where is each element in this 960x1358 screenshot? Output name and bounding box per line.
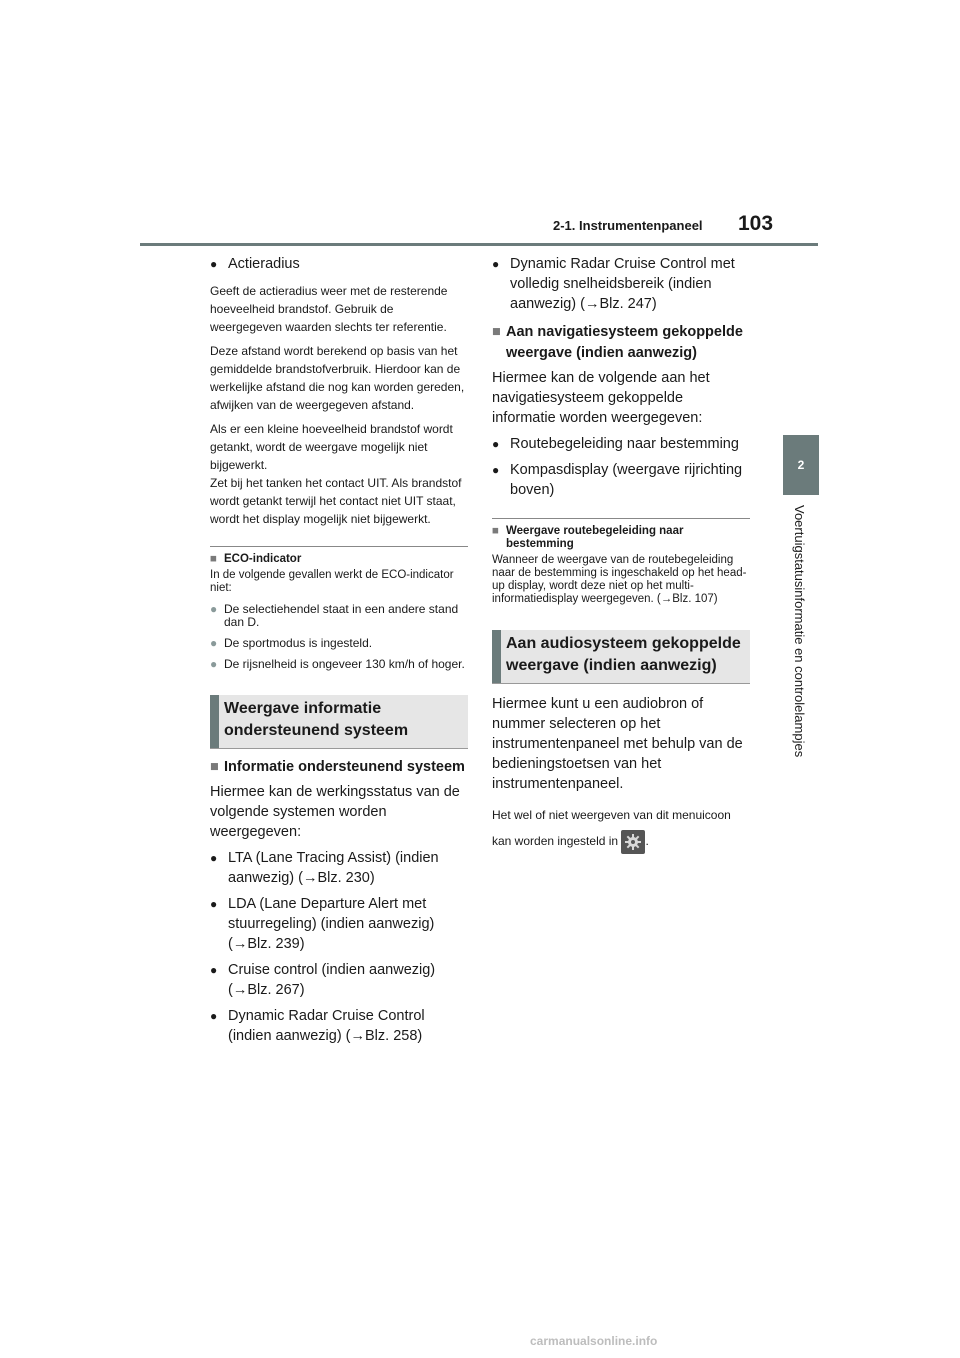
bullet-icon: ● xyxy=(210,257,218,271)
square-bullet-icon: ■ xyxy=(210,553,217,565)
right-column xyxy=(492,254,750,854)
nav-intro: Hiermee kan de volgende aan het navigatiesysteem gekoppelde informatie worden weergegeven: xyxy=(492,370,710,426)
chapter-tab: 2 xyxy=(783,435,819,495)
heading-bar xyxy=(492,630,501,683)
page-number: 103 xyxy=(738,212,774,235)
bullet-icon: ● xyxy=(210,851,218,865)
info-intro: Hiermee kan de werkingsstatus van de volgende systemen worden weergegeven: xyxy=(210,784,460,840)
actieradius-text-3: Als er een kleine hoeveelheid brandstof wordt getankt, wordt de weergave mogelijk niet bijgewerkt. xyxy=(210,422,453,472)
section-heading-box xyxy=(492,630,750,684)
section-heading-box xyxy=(210,695,468,749)
heading-bar xyxy=(210,695,219,748)
route-heading: ■ Weergave routebegeleiding naar bestemming xyxy=(492,525,684,550)
settings-gear-icon xyxy=(621,830,645,854)
circle-bullet-icon: ● xyxy=(210,657,218,671)
nav-heading: ■ Aan navigatiesysteem gekoppelde weergave (indien aanwezig) xyxy=(492,324,743,361)
list-item: ● Routebegeleiding naar bestemming xyxy=(492,436,739,452)
bullet-icon: ● xyxy=(492,257,500,271)
route-text: Wanneer de weergave van de routebegeleiding naar de bestemming is ingeschakeld op het head-up display, wordt deze niet op het multi-informatiedisplay weergegeven. (→Blz. 107) xyxy=(492,554,747,605)
actieradius-text-2: Deze afstand wordt berekend op basis van het gemiddelde brandstofverbruik. Hierdoor kan de werkelijke afstand die nog kan worden gereden, afwijken van de weergegeven afstand. xyxy=(210,344,465,412)
bullet-icon: ● xyxy=(210,1009,218,1023)
list-item: ● Dynamic Radar Cruise Control met volledig snelheidsbereik (indien aanwezig) (→Blz. 247) xyxy=(492,256,735,312)
list-item: ● Cruise control (indien aanwezig) (→Blz. 267) xyxy=(210,962,436,998)
header-divider xyxy=(140,243,818,246)
list-item: ● De sportmodus is ingesteld. xyxy=(210,636,373,650)
bullet-icon: ● xyxy=(492,463,500,477)
list-item: ● Dynamic Radar Cruise Control (indien aanwezig) (→Blz. 258) xyxy=(210,1008,425,1044)
audio-intro: Hiermee kunt u een audiobron of nummer selecteren op het instrumentenpaneel met behulp van de bedieningstoetsen van het instrumentenpaneel. xyxy=(492,696,743,792)
divider xyxy=(210,546,468,547)
list-item: ● De rijsnelheid is ongeveer 130 km/h of hoger. xyxy=(210,657,465,671)
eco-intro: In de volgende gevallen werkt de ECO-indicator niet: xyxy=(210,569,454,594)
eco-heading: ■ ECO-indicator xyxy=(210,553,302,565)
section-title: 2-1. Instrumentenpaneel xyxy=(553,218,703,233)
list-item: ● LTA (Lane Tracing Assist) (indien aanwezig) (→Blz. 230) xyxy=(210,850,439,886)
circle-bullet-icon: ● xyxy=(210,602,218,616)
info-heading: ■ Informatie ondersteunend systeem xyxy=(210,757,468,778)
section-heading: Weergave informatie ondersteunend systeem xyxy=(224,700,409,739)
section-heading: Aan audiosysteem gekoppelde weergave (indien aanwezig) xyxy=(506,635,741,674)
actieradius-text-1: Geeft de actieradius weer met de resterende hoeveelheid brandstof. Gebruik de weergegeven waarden slechts ter referentie. xyxy=(210,284,448,334)
divider xyxy=(492,518,750,519)
list-item: ● De selectiehendel staat in een andere stand dan D. xyxy=(210,602,459,629)
circle-bullet-icon: ● xyxy=(210,636,218,650)
bullet-icon: ● xyxy=(210,897,218,911)
list-item: ● LDA (Lane Departure Alert met stuurregeling) (indien aanwezig) (→Blz. 239) xyxy=(210,896,435,952)
square-bullet-icon: ■ xyxy=(492,324,501,340)
left-column xyxy=(210,254,468,1046)
audio-note: Het wel of niet weergeven van dit menuicoon kan worden ingesteld in . xyxy=(492,802,750,854)
watermark-text: carmanualsonline.info xyxy=(530,1334,658,1348)
chapter-title: Voertuigstatusinformatie en controlelampjes xyxy=(792,505,807,758)
bullet-icon: ● xyxy=(210,963,218,977)
list-item: ● Kompasdisplay (weergave rijrichting boven) xyxy=(492,462,743,498)
actieradius-heading: ● Actieradius xyxy=(210,256,300,272)
bullet-icon: ● xyxy=(492,437,500,451)
square-bullet-icon: ■ xyxy=(210,759,219,775)
square-bullet-icon: ■ xyxy=(492,525,499,537)
actieradius-text-4: Zet bij het tanken het contact UIT. Als brandstof wordt getankt terwijl het contact niet UIT staat, wordt het display mogelijk niet bijgewerkt. xyxy=(210,476,462,526)
